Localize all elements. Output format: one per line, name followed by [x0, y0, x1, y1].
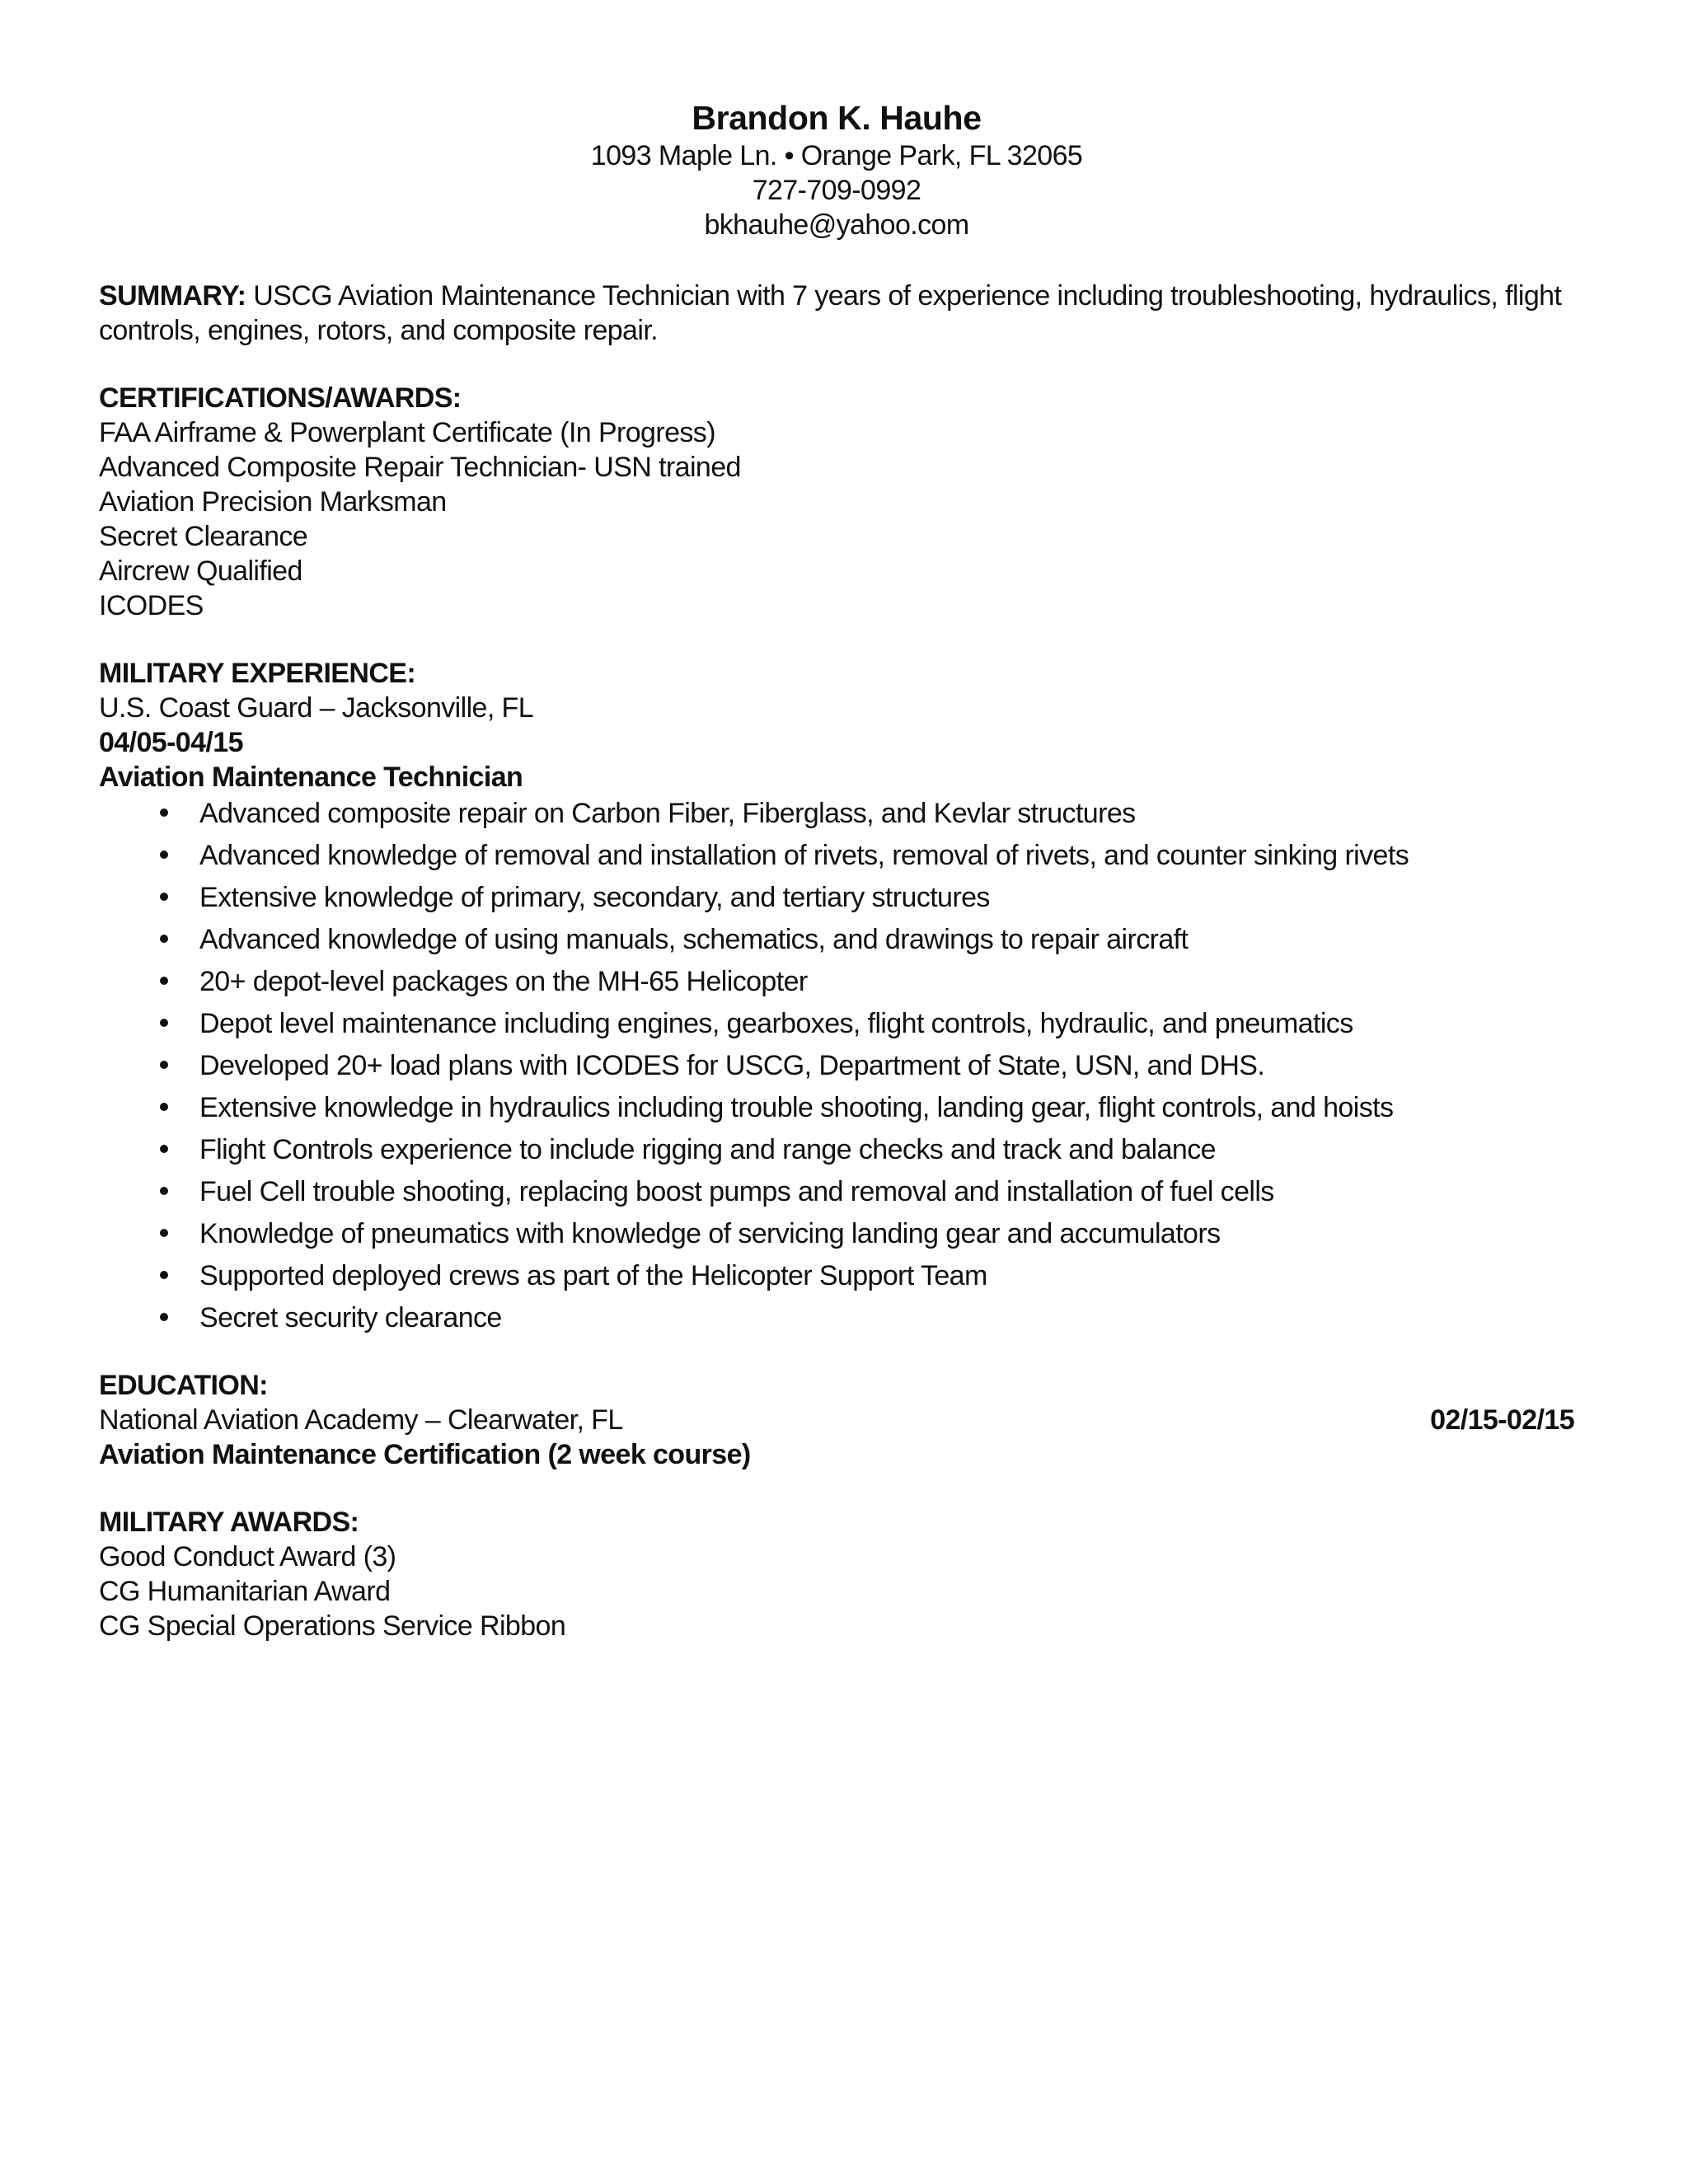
list-item — [99, 1258, 1574, 1293]
candidate-name: Brandon K. Hauhe — [692, 99, 982, 137]
bullet-icon — [160, 1187, 168, 1195]
certification-item: FAA Airframe & Powerplant Certificate (In Progress) — [99, 417, 715, 448]
award-item: Good Conduct Award (3) — [99, 1541, 396, 1572]
bullet-icon — [160, 808, 168, 817]
list-item — [99, 880, 1574, 915]
award-item: CG Humanitarian Award — [99, 1576, 391, 1607]
certification-item: Aircrew Qualified — [99, 555, 302, 587]
bullet-icon — [160, 1061, 168, 1069]
bullet-text: Supported deployed crews as part of the Helicopter Support Team — [199, 1260, 987, 1291]
bullet-text: Fuel Cell trouble shooting, replacing boost pumps and removal and installation of fuel cells — [199, 1176, 1274, 1207]
bullet-text: Knowledge of pneumatics with knowledge of servicing landing gear and accumulators — [199, 1218, 1221, 1249]
bullet-icon — [160, 1019, 168, 1027]
bullet-text: Advanced composite repair on Carbon Fiber, Fiberglass, and Kevlar structures — [199, 798, 1136, 829]
resume-content — [99, 97, 1574, 1676]
list-item — [99, 1132, 1574, 1167]
bullet-icon — [160, 851, 168, 859]
bullet-icon — [160, 1313, 168, 1321]
bullet-icon — [160, 977, 168, 985]
award-item: CG Special Operations Service Ribbon — [99, 1610, 566, 1642]
certification-item: ICODES — [99, 590, 204, 621]
list-item — [99, 922, 1574, 957]
list-item — [99, 1006, 1574, 1041]
bullet-icon — [160, 1271, 168, 1279]
certification-item: Aviation Precision Marksman — [99, 486, 447, 518]
education-program: Aviation Maintenance Certification (2 week course) — [99, 1439, 751, 1470]
bullet-text: Advanced knowledge of removal and installation of rivets, removal of rivets, and counter sinking rivets — [199, 840, 1409, 871]
certifications-title: CERTIFICATIONS/AWARDS: — [99, 382, 462, 414]
job-position: Aviation Maintenance Technician — [99, 762, 523, 793]
list-item — [99, 1174, 1574, 1209]
candidate-email: bkhauhe@yahoo.com — [704, 209, 969, 241]
education-row — [99, 1403, 1574, 1437]
military-awards-section — [99, 1505, 1574, 1643]
list-item — [99, 838, 1574, 873]
resume-header — [99, 97, 1574, 242]
bullet-text: Developed 20+ load plans with ICODES for USCG, Department of State, USN, and DHS. — [199, 1050, 1265, 1081]
military-experience-section — [99, 656, 1574, 1335]
list-item — [99, 1048, 1574, 1083]
list-item — [99, 1216, 1574, 1251]
certifications-section — [99, 381, 1574, 623]
bullet-text: 20+ depot-level packages on the MH-65 Helicopter — [199, 966, 808, 997]
bullet-icon — [160, 935, 168, 943]
bullet-icon — [160, 1229, 168, 1237]
list-item — [99, 796, 1574, 831]
list-item — [99, 964, 1574, 999]
education-title: EDUCATION: — [99, 1370, 268, 1401]
military-experience-title: MILITARY EXPERIENCE: — [99, 658, 416, 689]
candidate-address: 1093 Maple Ln. • Orange Park, FL 32065 — [590, 140, 1083, 171]
education-dates: 02/15-02/15 — [1430, 1404, 1574, 1436]
bullet-text: Depot level maintenance including engines, gearboxes, flight controls, hydraulic, and pneumatics — [199, 1008, 1353, 1039]
experience-bullet-list — [99, 796, 1574, 1335]
bullet-icon — [160, 1103, 168, 1111]
candidate-phone: 727-709-0992 — [752, 175, 921, 206]
summary-section — [99, 279, 1574, 348]
employer: U.S. Coast Guard – Jacksonville, FL — [99, 692, 534, 724]
bullet-text: Secret security clearance — [199, 1302, 502, 1333]
bullet-text: Extensive knowledge in hydraulics including trouble shooting, landing gear, flight controls, and hoists — [199, 1092, 1394, 1123]
military-awards-title: MILITARY AWARDS: — [99, 1507, 359, 1538]
bullet-text: Advanced knowledge of using manuals, schematics, and drawings to repair aircraft — [199, 924, 1189, 955]
bullet-text: Flight Controls experience to include rigging and range checks and track and balance — [199, 1134, 1216, 1165]
school-name: National Aviation Academy – Clearwater, FL — [99, 1404, 623, 1436]
education-section — [99, 1368, 1574, 1472]
list-item — [99, 1090, 1574, 1125]
certification-item: Advanced Composite Repair Technician- USN trained — [99, 452, 741, 483]
summary-label: SUMMARY: — [99, 280, 246, 312]
bullet-icon — [160, 893, 168, 901]
bullet-icon — [160, 1145, 168, 1153]
list-item — [99, 1301, 1574, 1335]
summary-text: USCG Aviation Maintenance Technician with 7 years of experience including troubleshooting, hydraulics, flight controls, engines, rotors, and composite repair. — [99, 280, 1562, 346]
certification-item: Secret Clearance — [99, 521, 308, 552]
bullet-text: Extensive knowledge of primary, secondary, and tertiary structures — [199, 882, 990, 913]
employment-dates: 04/05-04/15 — [99, 727, 243, 758]
